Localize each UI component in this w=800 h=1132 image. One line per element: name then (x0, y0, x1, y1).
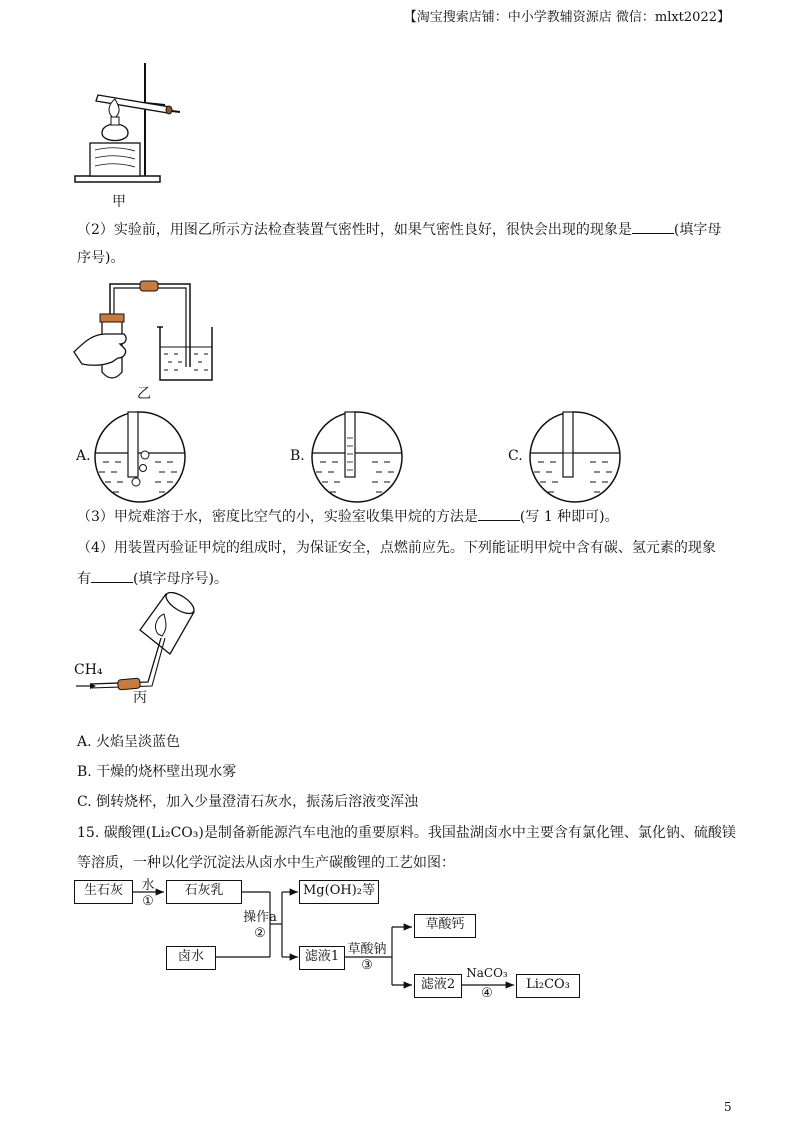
box-quicklime: 生石灰 (74, 880, 133, 904)
page-number: 5 (724, 1100, 732, 1114)
q2-line1: （2）实验前，用图乙所示方法检查装置气密性时，如果气密性良好，很快会出现的现象是 (填字母 (77, 219, 721, 240)
option-a-diagram (93, 410, 188, 505)
option-b-label[interactable]: B. (290, 448, 305, 464)
q4-line2: 有 (填字母序号)。 (77, 568, 228, 589)
header-watermark: 【淘宝搜索店铺：中小学教辅资源店 微信：mlxt2022】 (403, 10, 730, 25)
label-na2co3: NaCO₃ (466, 966, 508, 980)
q3-text: （3）甲烷难溶于水，密度比空气的小，实验室收集甲烷的方法是 (写 1 种即可)。 (77, 506, 619, 527)
box-lime-milk: 石灰乳 (166, 880, 242, 904)
label-operation-a: 操作a (243, 910, 277, 925)
q4-line1: （4）用装置丙验证甲烷的组成时，为保证安全，点燃前应先。下列能证明甲烷中含有碳、氢元素的现象 (77, 540, 716, 556)
option-b-diagram (310, 410, 405, 505)
answer-blank[interactable] (478, 506, 520, 521)
q15-line2: 等溶质，一种以化学沉淀法从卤水中生产碳酸锂的工艺如图： (77, 855, 455, 871)
figure-jia-apparatus (70, 55, 200, 190)
figure-bing-label: 丙 (133, 690, 147, 706)
box-calcium-oxalate: 草酸钙 (414, 914, 476, 938)
option-a-label[interactable]: A. (76, 448, 91, 464)
q4-choice-a[interactable]: A. 火焰呈淡蓝色 (77, 734, 181, 750)
label-step4: ④ (481, 986, 493, 1001)
figure-jia-label: 甲 (112, 194, 126, 210)
label-step2: ② (254, 926, 266, 941)
box-li2co3: Li₂CO₃ (516, 974, 580, 998)
figure-yi-apparatus (72, 272, 222, 387)
q4-choice-b[interactable]: B. 干燥的烧杯壁出现水雾 (77, 764, 237, 780)
answer-blank[interactable] (91, 568, 133, 583)
box-filtrate1: 滤液1 (299, 946, 345, 970)
q2-line2: 序号)。 (77, 250, 125, 266)
box-filtrate2: 滤液2 (414, 974, 462, 998)
label-sodium-oxalate: 草酸钠 (347, 942, 387, 957)
label-step1: ① (142, 894, 154, 909)
process-flowchart (72, 872, 592, 1002)
q4-choice-c[interactable]: C. 倒转烧杯，加入少量澄清石灰水，振荡后溶液变浑浊 (77, 794, 419, 810)
option-c-label[interactable]: C. (508, 448, 523, 464)
option-c-diagram (528, 410, 623, 505)
ch4-label: CH₄ (74, 662, 103, 678)
answer-blank[interactable] (632, 219, 674, 234)
box-brine: 卤水 (166, 946, 216, 970)
figure-yi-label: 乙 (137, 386, 151, 402)
q15-line1: 15. 碳酸锂(Li₂CO₃)是制备新能源汽车电池的重要原料。我国盐湖卤水中主要含有氯化锂、氯化钠、硫酸镁 (77, 825, 736, 841)
label-water: 水 (141, 878, 155, 893)
box-mgoh2: Mg(OH)₂等 (299, 880, 379, 904)
label-step3: ③ (361, 958, 373, 973)
